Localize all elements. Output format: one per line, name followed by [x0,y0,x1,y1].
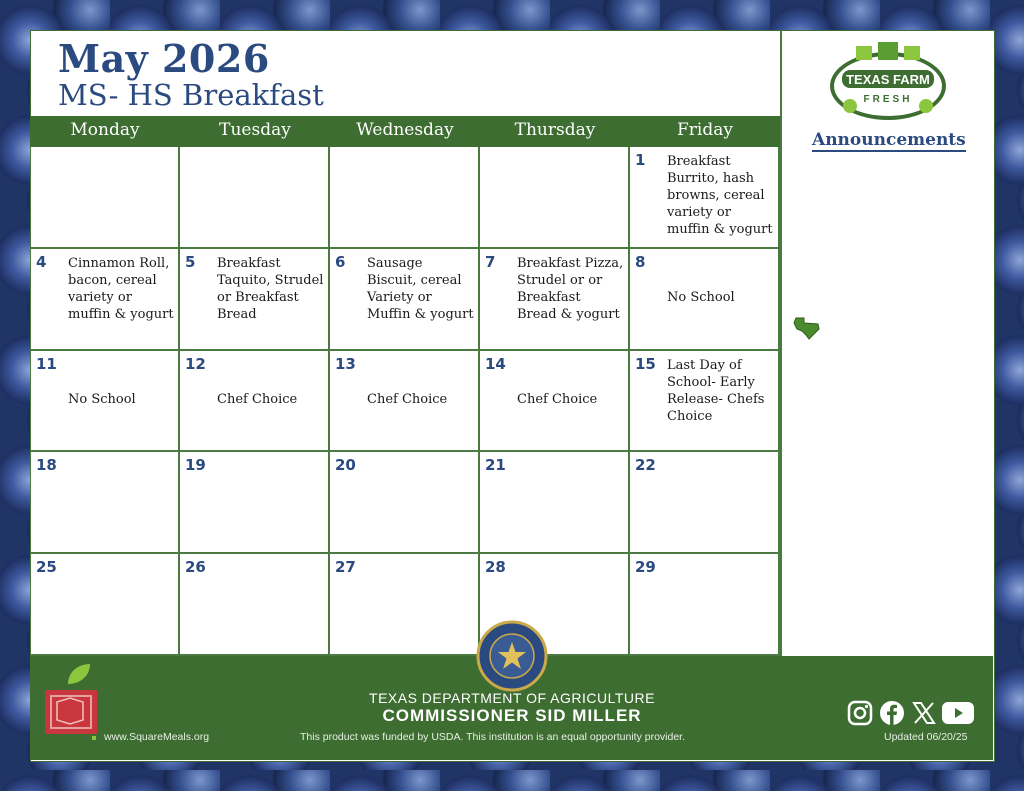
menu-text: Cinnamon Roll, bacon, cereal variety or muffin & yogurt [68,255,174,322]
calendar-cell [630,452,780,554]
menu-text: Chef Choice [367,391,448,407]
calendar-cell [180,554,330,656]
calendar-cell [480,147,630,249]
calendar-cell [180,452,330,554]
menu-text: Breakfast Pizza, Strudel or or Breakfast Bread & yogurt [517,255,624,322]
day-number: 1 [635,151,646,169]
calendar-cell [630,351,780,453]
calendar-cell [330,147,480,249]
day-number: 26 [185,558,206,577]
day-number: 25 [36,558,57,577]
x-icon[interactable] [911,700,937,726]
menu-text: Breakfast Taquito, Strudel or Breakfast Bread [217,255,324,322]
calendar-cell [180,249,330,351]
calendar-cell [180,147,330,249]
day-number: 12 [185,354,206,373]
calendar-cell [630,249,780,351]
day-number: 29 [635,558,656,577]
logo-text-top: TEXAS FARM [846,72,930,87]
agency-name: TEXAS DEPARTMENT OF AGRICULTURE [369,690,655,706]
day-number: 18 [36,456,57,475]
calendar-cell [480,452,630,554]
day-number: 8 [635,252,646,271]
weekday-monday: Monday [70,120,140,140]
calendar-cell [480,249,630,351]
day-number: 13 [335,354,356,373]
weekday-friday: Friday [677,120,733,140]
menu-text: No School [667,289,735,305]
weekday-header [30,116,780,147]
menu-text: Chef Choice [517,391,598,407]
day-number: 19 [185,456,206,475]
day-number: 15 [635,354,656,373]
calendar-cell [30,452,180,554]
website-link[interactable]: www.SquareMeals.org [104,731,210,743]
facebook-icon[interactable] [879,700,905,726]
instagram-icon[interactable] [847,700,873,726]
youtube-icon[interactable] [941,700,975,726]
tda-seal-icon [476,620,548,692]
day-number: 28 [485,558,506,577]
day-number: 20 [335,456,356,475]
weekday-thursday: Thursday [514,120,596,140]
calendar-cell [480,351,630,453]
day-number: 22 [635,456,656,475]
calendar-cell [330,249,480,351]
day-number: 7 [485,252,496,271]
commissioner-name: COMMISSIONER SID MILLER [382,706,642,725]
calendar-cell [30,554,180,656]
weekday-tuesday: Tuesday [219,120,291,140]
calendar-cell [30,147,180,249]
day-number: 21 [485,456,506,475]
calendar-cell [330,554,480,656]
menu-text: Breakfast Burrito, hash browns, cereal variety or muffin & yogurt [667,154,773,237]
announcements-heading: Announcements [812,130,966,150]
month-title: May 2026 [58,36,270,81]
day-number: 4 [36,252,47,271]
sidebar-divider [780,30,782,656]
texas-farm-fresh-logo [826,40,950,124]
calendar-cell [330,351,480,453]
logo-text-bottom: FRESH [863,94,913,105]
menu-text: Last Day of School- Early Release- Chefs Choice [667,357,765,424]
updated-date: Updated 06/20/25 [884,731,968,743]
weekday-wednesday: Wednesday [356,120,454,140]
calendar-cell [330,452,480,554]
calendar-grid [30,147,780,656]
day-number: 27 [335,558,356,577]
day-number: 6 [335,252,346,271]
calendar-cell [30,351,180,453]
calendar-cell [630,147,780,249]
texas-state-icon [792,314,822,340]
square-meals-apple-icon [42,662,98,744]
day-number: 14 [485,354,506,373]
calendar-cell [180,351,330,453]
menu-subtitle: MS- HS Breakfast [58,78,324,112]
menu-text: Chef Choice [217,391,298,407]
day-number: 11 [36,354,57,373]
calendar-cell [30,249,180,351]
menu-text: Sausage Biscuit, cereal Variety or Muffin & yogurt [367,255,474,322]
day-number: 5 [185,252,196,271]
menu-text: No School [68,391,136,407]
funding-notice: This product was funded by USDA. This institution is an equal opportunity provider. [300,731,686,743]
calendar-cell [630,554,780,656]
